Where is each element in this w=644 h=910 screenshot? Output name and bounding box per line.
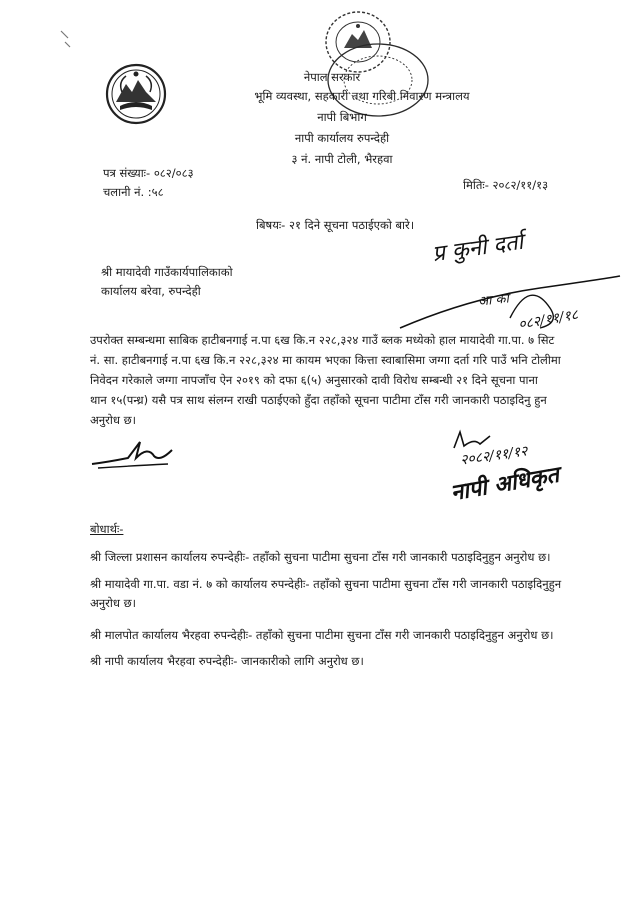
header-address: ३ नं. नापी टोली, भैरहवा <box>291 152 393 166</box>
handwritten-received-date: ०८२/११/१८ <box>517 306 580 334</box>
cc-item-continuation: अनुरोध छ। <box>90 596 136 610</box>
body-line: निवेदन गरेकाले जग्गा नापजाँच ऐन २०१९ को दफा ६(५) अनुसारको दावी विरोध सम्बन्धी २१ दिने सूचना पाना <box>90 373 538 387</box>
header-ministry: भूमि व्यवस्था, सहकारी तथा गरिबी निवारण मन्त्रालय <box>254 89 470 103</box>
cc-item: श्री मालपोत कार्यालय भैरहवा रुपन्देहीः- तहाँको सुचना पाटीमा सुचना टाँस गरी जानकारी पठाइदिनुहुन अनुरोध छ। <box>90 628 554 642</box>
body-line: अनुरोध छ। <box>90 413 136 427</box>
handwritten-initial: आ का <box>477 291 510 310</box>
handwritten-underline-strokes <box>390 258 630 338</box>
body-paragraph <box>90 330 630 430</box>
letter-number: पत्र संख्याः- ०८२/०८३ <box>103 166 194 180</box>
cc-item: श्री मायादेवी गा.पा. वडा नं. ७ को कार्यालय रुपन्देहीः- तहाँको सुचना पाटीमा सुचना टाँस गरी जानकारी पठाइदिनुहुन <box>90 577 562 591</box>
body-line: उपरोक्त सम्बन्धमा साबिक हाटीबनगाई न.पा ६ख कि.न २२८,३२४ गाउँ ब्लक मध्येको हाल मायादेवी गा.पा. ७ सिट <box>90 333 555 347</box>
officer-title-stamp: नापी अधिकृत <box>448 461 561 507</box>
letter-date: मितिः- २०८२/११/१३ <box>463 178 549 192</box>
drafter-signature <box>88 436 178 472</box>
body-line: नं. सा. हाटीबनगाई न.पा ६ख कि.न २२८,३२४ मा कायम भएका कित्ता स्वाबासिमा जग्गा दर्ता गरि पाउँ भनि टोलीमा <box>90 353 561 367</box>
header-department: नापी बिभाग <box>317 110 367 124</box>
header-office: नापी कार्यालय रुपन्देही <box>294 131 390 145</box>
cc-item: श्री जिल्ला प्रशासन कार्यालय रुपन्देहीः- तहाँको सुचना पाटीमा सुचना टाँस गरी जानकारी पठाइदिनुहुन अनुरोध छ। <box>90 550 551 564</box>
body-line: थान १५(पन्ध्र) यसै पत्र साथ संलग्न राखी पठाईएको हुँदा तहाँको सूचना पाटीमा टाँस गरी जानकारी पठाइदिनु हुन <box>90 393 547 407</box>
officer-sign-date: २०८२/११/१२ <box>459 443 529 469</box>
cc-heading: बोधार्थः- <box>90 522 124 536</box>
handwritten-received-note: प्र कुनी दर्ता <box>430 229 525 268</box>
dispatch-number: चलानी नं. :५८ <box>103 185 164 199</box>
header-org: नेपाल सरकार <box>303 70 361 84</box>
recipient-line-1: श्री मायादेवी गाउँकार्यपालिकाको <box>101 265 233 279</box>
recipient-line-2: कार्यालय बरेवा, रुपन्देही <box>101 284 201 298</box>
cc-item: श्री नापी कार्यालय भैरहवा रुपन्देहीः- जानकारीको लागि अनुरोध छ। <box>90 654 364 668</box>
corner-mark <box>58 28 80 50</box>
subject-line: बिषयः- २१ दिने सूचना पठाईएको बारे। <box>256 218 415 232</box>
